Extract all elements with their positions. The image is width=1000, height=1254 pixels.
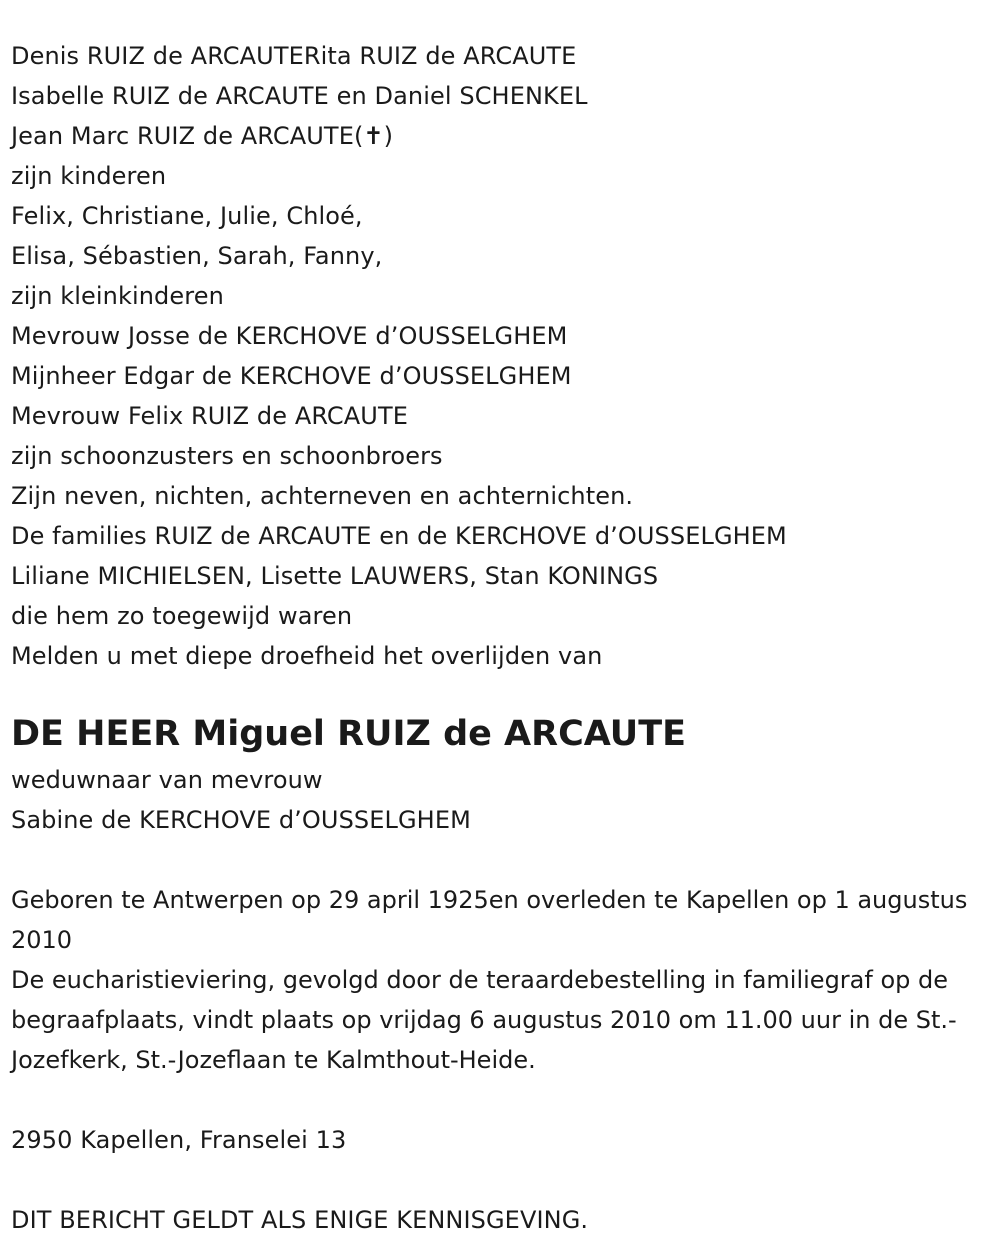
spouse-line: Sabine de KERCHOVE d’OUSSELGHEM bbox=[11, 806, 471, 834]
family-line: Felix, Christiane, Julie, Chloé, bbox=[11, 202, 363, 230]
family-line: die hem zo toegewijd waren bbox=[11, 602, 353, 630]
family-line: Zijn neven, nichten, achterneven en achternichten. bbox=[11, 482, 634, 510]
family-line: Denis RUIZ de ARCAUTERita RUIZ de ARCAUTE bbox=[11, 42, 577, 70]
birth-death-paragraph: Geboren te Antwerpen op 29 april 1925en overleden te Kapellen op 1 augustus 2010 bbox=[11, 886, 968, 954]
deceased-name: DE HEER Miguel RUIZ de ARCAUTE bbox=[11, 714, 686, 754]
family-line: Liliane MICHIELSEN, Lisette LAUWERS, Stan KONINGS bbox=[11, 562, 659, 590]
family-line: Mijnheer Edgar de KERCHOVE d’OUSSELGHEM bbox=[11, 362, 572, 390]
family-line: zijn kleinkinderen bbox=[11, 282, 224, 310]
family-line: zijn kinderen bbox=[11, 162, 167, 190]
family-line: Elisa, Sébastien, Sarah, Fanny, bbox=[11, 242, 383, 270]
spacer bbox=[11, 840, 986, 880]
family-line: Isabelle RUIZ de ARCAUTE en Daniel SCHENKEL bbox=[11, 82, 588, 110]
family-list bbox=[11, 36, 986, 676]
family-line: Melden u met diepe droefheid het overlijden van bbox=[11, 642, 603, 670]
spacer bbox=[11, 1080, 986, 1120]
ceremony-paragraph: De eucharistieviering, gevolgd door de teraardebestelling in familiegraf op de begraafplaats, vindt plaats op vrijdag 6 augustus 2010 om 11.00 uur in de St.- Jozefkerk, St.-Jozeflaan te Kalmthout-Heide. bbox=[11, 966, 957, 1074]
family-line: Mevrouw Felix RUIZ de ARCAUTE bbox=[11, 402, 408, 430]
death-notice bbox=[11, 36, 986, 1240]
notice: DIT BERICHT GELDT ALS ENIGE KENNISGEVING. bbox=[11, 1206, 589, 1234]
spacer bbox=[11, 1160, 986, 1200]
spouse-info bbox=[11, 760, 986, 840]
spouse-line: weduwnaar van mevrouw bbox=[11, 766, 323, 794]
family-line: Jean Marc RUIZ de ARCAUTE(✝) bbox=[11, 122, 394, 150]
family-line: De families RUIZ de ARCAUTE en de KERCHOVE d’OUSSELGHEM bbox=[11, 522, 787, 550]
address: 2950 Kapellen, Franselei 13 bbox=[11, 1126, 347, 1154]
family-line: zijn schoonzusters en schoonbroers bbox=[11, 442, 443, 470]
family-line: Mevrouw Josse de KERCHOVE d’OUSSELGHEM bbox=[11, 322, 568, 350]
